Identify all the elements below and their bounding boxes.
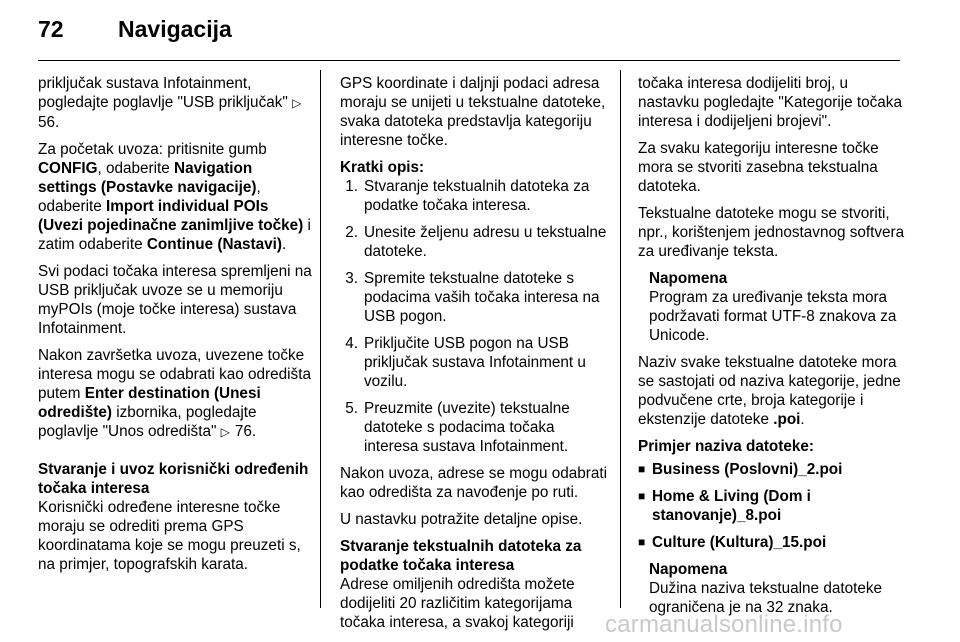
column-divider-2 xyxy=(620,70,621,608)
paragraph: točaka interesa dodijeliti broj, u nastavku pogledajte "Kategorije točaka interesa i dodijeljeni brojevi". xyxy=(638,75,902,130)
column-3 xyxy=(638,74,910,625)
note-title: Napomena xyxy=(649,270,728,287)
list-item: ■ Home & Living (Dom i stanovanje)_8.poi xyxy=(638,488,811,524)
square-bullet-icon: ■ xyxy=(638,489,646,503)
list-item: ■ Business (Poslovni)_2.poi xyxy=(638,461,843,478)
note-text: Program za uređivanje teksta mora podržavati format UTF-8 znakova za Unicode. xyxy=(649,289,897,344)
paragraph: priključak sustava Infotainment, pogledajte poglavlje "USB priključak" ▷ 56. xyxy=(38,75,302,131)
note-title: Napomena xyxy=(649,561,728,578)
paragraph: Za svaku kategoriju interesne točke mora se stvoriti zasebna tekstualna datoteka. xyxy=(638,140,879,195)
enter-destination-ref: Enter destination (Unesi odredište) xyxy=(38,385,261,421)
paragraph: U nastavku potražite detaljne opise. xyxy=(340,511,583,528)
list-item: 3. Spremite tekstualne datoteke s podacima vaših točaka interesa na USB pogon. xyxy=(345,270,600,325)
list-item: 4. Priključite USB pogon na USB priključak sustava Infotainment u vozilu. xyxy=(345,335,586,390)
list-item: ■ Culture (Kultura)_15.poi xyxy=(638,534,827,551)
note-text: Dužina naziva tekstualne datoteke ograničena je na 32 znaka. xyxy=(649,580,883,616)
page-number: 72 xyxy=(38,16,64,42)
paragraph: Za početak uvoza: pritisnite gumb CONFIG, odaberite Navigation settings (Postavke navigacije), odaberite Import individual POIs (Uvezi pojedinačne zanimljive točke) i zatim odaberite Continue (Nastavi). xyxy=(38,141,311,253)
column-2 xyxy=(340,74,612,640)
paragraph: Naziv svake tekstualne datoteke mora se sastojati od naziva kategorije, jedne podvučene crte, broja kategorije i ekstenzije datoteke .poi. xyxy=(638,354,901,428)
watermark: carmanualsonline.info xyxy=(605,611,843,638)
page-ref-icon: ▷ xyxy=(292,96,302,110)
list-item: 5. Preuzmite (uvezite) tekstualne datoteke s podacima točaka interesa sustava Infotainment. xyxy=(345,400,570,455)
header-rule xyxy=(38,60,900,61)
navigation-settings-ref: Navigation settings (Postavke navigacije) xyxy=(38,160,257,196)
column-divider-1 xyxy=(320,70,321,608)
paragraph: Svi podaci točaka interesa spremljeni na USB priključak uvoze se u memoriju myPOIs (moje točke interesa) sustava Infotainment. xyxy=(38,263,312,337)
square-bullet-icon: ■ xyxy=(638,535,646,549)
page-ref-icon: ▷ xyxy=(220,425,230,439)
page-ref-link[interactable]: 56. xyxy=(38,114,60,131)
section-heading: Stvaranje tekstualnih datoteka za podatke točaka interesa xyxy=(340,538,582,574)
page-ref-link[interactable]: 76. xyxy=(234,423,257,440)
file-extension: .poi xyxy=(773,411,801,428)
list-item: 2. Unesite željenu adresu u tekstualne datoteke. xyxy=(345,224,607,260)
config-button-ref: CONFIG xyxy=(38,160,98,177)
paragraph: Tekstualne datoteke mogu se stvoriti, npr., korištenjem jednostavnog softvera za uređivanje teksta. xyxy=(638,205,905,260)
square-bullet-icon: ■ xyxy=(638,462,646,476)
column-1 xyxy=(38,74,313,582)
import-pois-ref: Import individual POIs (Uvezi pojedinačne zanimljive točke) xyxy=(38,198,304,234)
steps-list xyxy=(340,177,612,456)
list-item: 1. Stvaranje tekstualnih datoteka za podatke točaka interesa. xyxy=(345,178,590,214)
brief-title: Kratki opis: xyxy=(340,159,425,176)
note-box xyxy=(649,269,910,345)
paragraph: Adrese omiljenih odredišta možete dodijeliti 20 različitim kategorijama točaka interesa, a svakoj kategoriji xyxy=(340,576,575,631)
continue-ref: Continue (Nastavi) xyxy=(146,236,282,253)
examples-title: Primjer naziva datoteke: xyxy=(638,438,814,455)
paragraph: Nakon završetka uvoza, uvezene točke interesa mogu se odabrati kao odredišta putem Enter destination (Unesi odredište) izbornika, pogledajte poglavlje "Unos odredišta" ▷ 76. xyxy=(38,347,311,440)
paragraph: Korisnički određene interesne točke moraju se odrediti prema GPS koordinatama koje se mogu preuzeti s, na primjer, topografskih karata. xyxy=(38,499,301,573)
examples-list xyxy=(638,460,910,552)
page-title: Navigacija xyxy=(118,16,232,42)
paragraph: Nakon uvoza, adrese se mogu odabrati kao odredišta za navođenje po ruti. xyxy=(340,465,608,501)
paragraph: GPS koordinate i daljnji podaci adresa moraju se unijeti u tekstualne datoteke, svaka datoteka predstavlja kategoriju interesne točke. xyxy=(340,75,606,149)
section-heading: Stvaranje i uvoz korisnički određenih točaka interesa xyxy=(38,461,309,497)
note-box xyxy=(649,560,910,617)
